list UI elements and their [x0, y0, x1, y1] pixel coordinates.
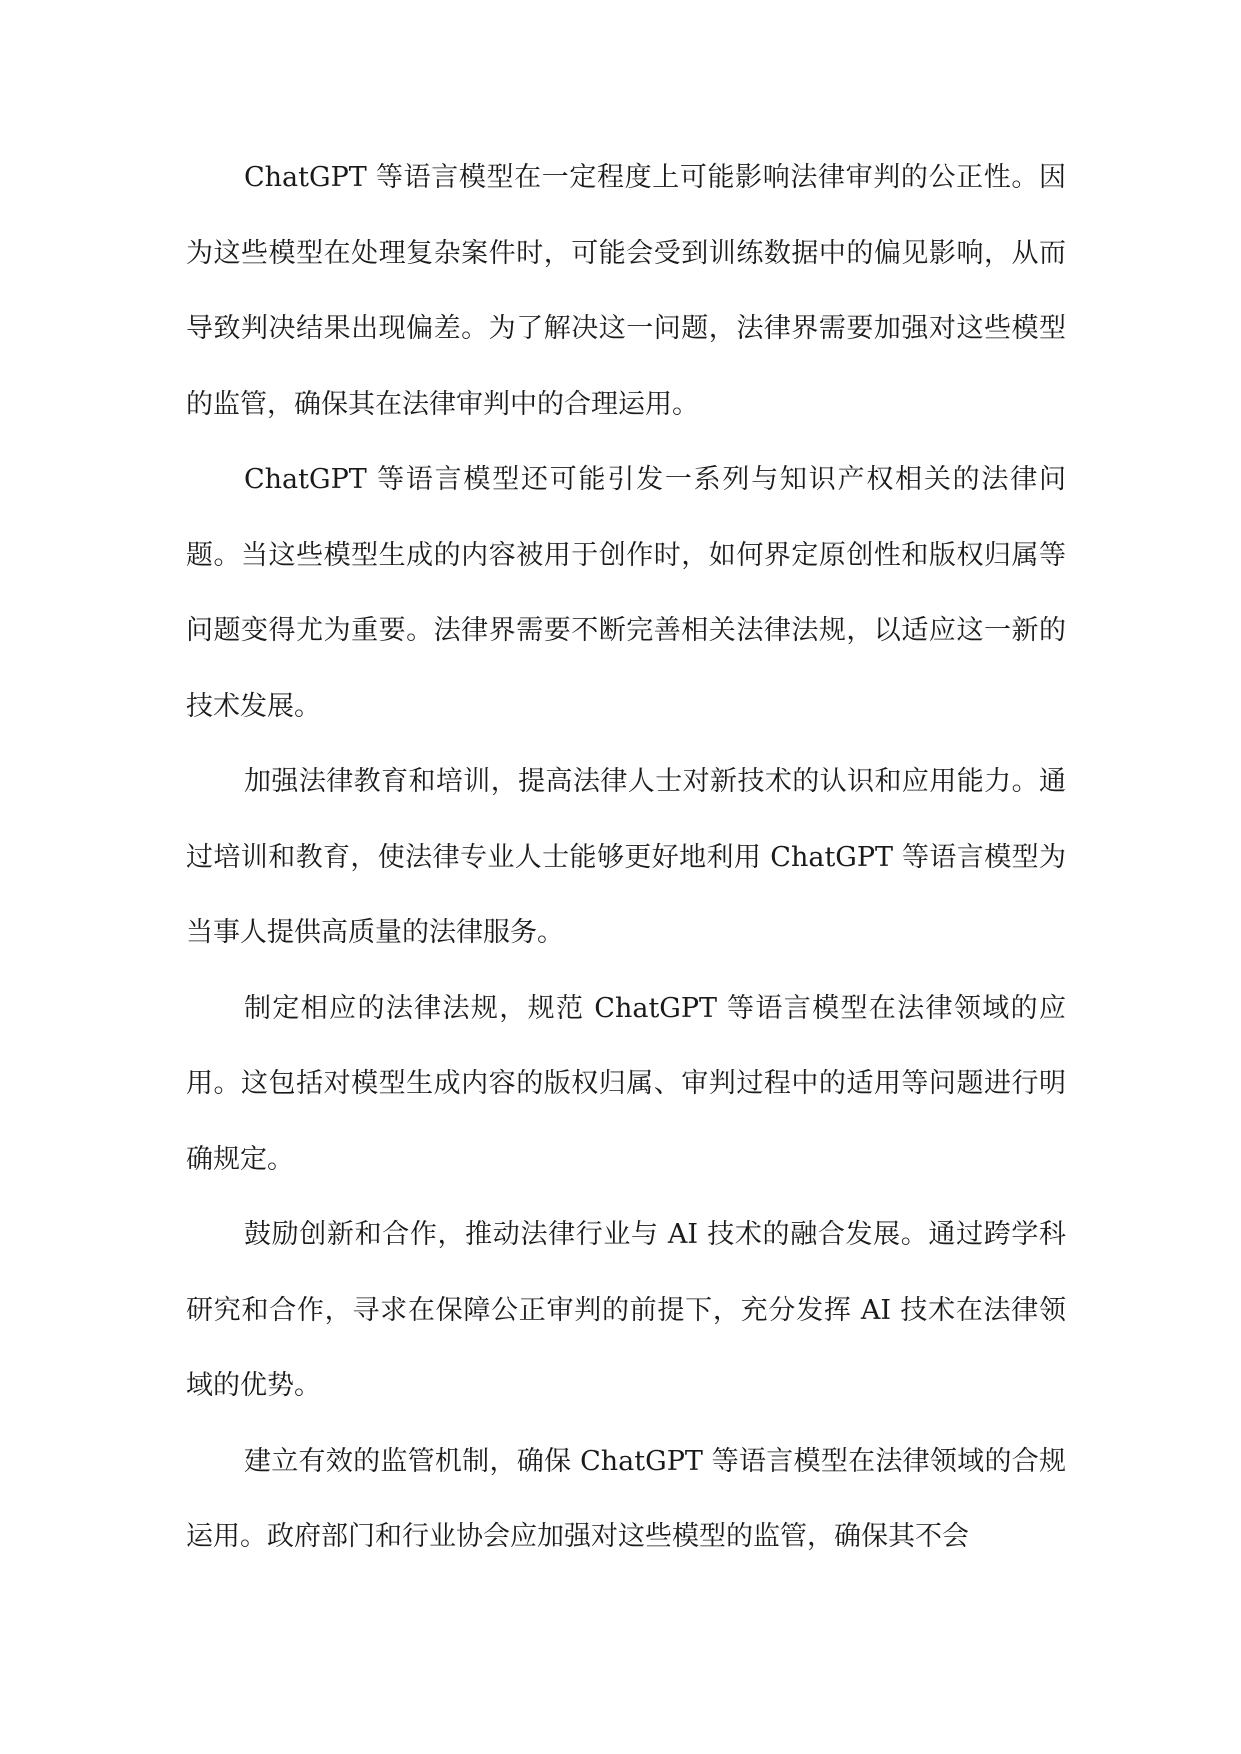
document-body: [186, 140, 1066, 1575]
paragraph-innovation-cooperation: 鼓励创新和合作，推动法律行业与 AI 技术的融合发展。通过跨学科研究和合作，寻求在保障公正审判的前提下，充分发挥 AI 技术在法律领域的优势。: [186, 1219, 1066, 1401]
paragraph-education-training: 加强法律教育和培训，提高法律人士对新技术的认识和应用能力。通过培训和教育，使法律专业人士能够更好地利用 ChatGPT 等语言模型为当事人提供高质量的法律服务。: [186, 766, 1066, 948]
paragraph-regulations: 制定相应的法律法规，规范 ChatGPT 等语言模型在法律领域的应用。这包括对模型生成内容的版权归属、审判过程中的适用等问题进行明确规定。: [186, 992, 1066, 1175]
paragraph-supervision: 建立有效的监管机制，确保 ChatGPT 等语言模型在法律领域的合规运用。政府部门和行业协会应加强对这些模型的监管，确保其不会: [186, 1445, 1066, 1552]
paragraph-intellectual-property: ChatGPT 等语言模型还可能引发一系列与知识产权相关的法律问题。当这些模型生成的内容被用于创作时，如何界定原创性和版权归属等问题变得尤为重要。法律界需要不断完善相关法律法规，以适应这一新的技术发展。: [186, 464, 1066, 722]
paragraph-fairness: ChatGPT 等语言模型在一定程度上可能影响法律审判的公正性。因为这些模型在处理复杂案件时，可能会受到训练数据中的偏见影响，从而导致判决结果出现偏差。为了解决这一问题，法律界需要加强对这些模型的监管，确保其在法律审判中的合理运用。: [186, 162, 1066, 420]
